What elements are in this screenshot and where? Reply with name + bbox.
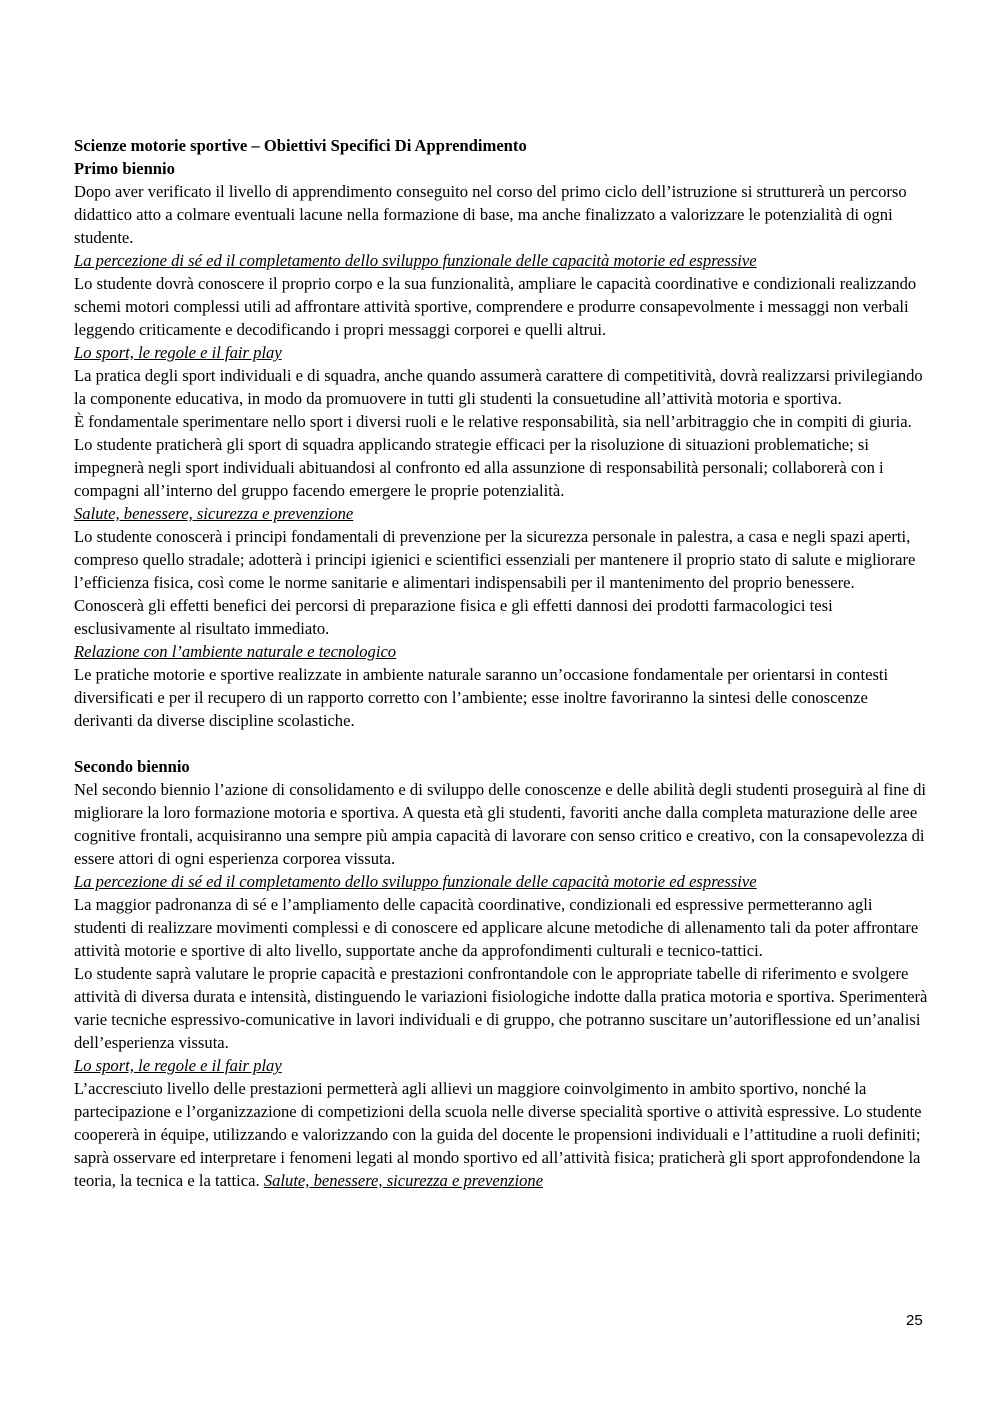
subheading-secondo-percezione: La percezione di sé ed il completamento dello sviluppo funzionale delle capacità motorie ed espressive (74, 872, 757, 891)
section-spacer (74, 732, 929, 755)
subheading-secondo-sport: Lo sport, le regole e il fair play (74, 1056, 282, 1075)
paragraph-secondo-sport-text: L’accresciuto livello delle prestazioni permetterà agli allievi un maggiore coinvolgimento in ambito sportivo, nonché la partecipazione e l’organizzazione di competizioni della scuola nelle diverse specialità sportive o attività espressive. Lo studente coopererà in équipe, utilizzando e valorizzando con la guida del docente le propensioni individuali e l’attitudine a ruoli definiti; saprà osservare ed interpretare i fenomeni legati al mondo sportivo ed all’attività fisica; praticherà gli sport approfondendone la teoria, la tecnica e la tattica. (74, 1079, 922, 1190)
subheading-secondo-salute: Salute, benessere, sicurezza e prevenzione (263, 1171, 544, 1190)
paragraph-secondo-percezione-2: Lo studente saprà valutare le proprie capacità e prestazioni confrontandole con le appropriate tabelle di riferimento e svolgere attività di diversa durata e intensità, distinguendo le variazioni fisiologiche indotte dalla pratica motoria e sportiva. Sperimenterà varie tecniche espressivo-comunicative in lavori individuali e di gruppo, che potranno suscitare un’autoriflessione ed un’analisi dell’esperienza vissuta. (74, 964, 928, 1052)
page-number: 25 (906, 1312, 923, 1329)
paragraph-primo-intro: Dopo aver verificato il livello di apprendimento conseguito nel corso del primo ciclo dell’istruzione si strutturerà un percorso didattico atto a colmare eventuali lacune nella formazione di base, ma anche finalizzato a valorizzare le potenzialità di ogni studente. (74, 182, 907, 247)
paragraph-primo-salute-2: Conoscerà gli effetti benefici dei percorsi di preparazione fisica e gli effetti dannosi dei prodotti farmacologici tesi esclusivamente al risultato immediato. (74, 596, 833, 638)
paragraph-primo-sport-2: È fondamentale sperimentare nello sport i diversi ruoli e le relative responsabilità, sia nell’arbitraggio che in compiti di giuria. Lo studente praticherà gli sport di squadra applicando strategie efficaci per la risoluzione di situazioni problematiche; si impegnerà negli sport individuali abituandosi al confronto ed alla assunzione di responsabilità personali; collaborerà con i compagni all’interno del gruppo facendo emergere le proprie potenzialità. (74, 412, 912, 500)
paragraph-secondo-sport (74, 1077, 929, 1192)
paragraph-secondo-percezione-1: La maggior padronanza di sé e l’ampliamento delle capacità coordinative, condizionali ed espressive permetteranno agli studenti di realizzare movimenti complessi e di conoscere ed applicare alcune metodiche di allenamento tali da poter affrontare attività motorie e sportive di alto livello, supportate anche da approfondimenti culturali e tecnico-tattici. (74, 895, 919, 960)
subheading-primo-sport: Lo sport, le regole e il fair play (74, 343, 282, 362)
paragraph-primo-percezione: Lo studente dovrà conoscere il proprio corpo e la sua funzionalità, ampliare le capacità coordinative e condizionali realizzando schemi motori complessi utili ad affrontare attività sportive, comprendere e produrre consapevolmente i messaggi non verbali leggendo criticamente e decodificando i propri messaggi corporei e quelli altrui. (74, 274, 917, 339)
subheading-primo-percezione: La percezione di sé ed il completamento dello sviluppo funzionale delle capacità motorie ed espressive (74, 251, 757, 270)
section-heading-primo-biennio: Primo biennio (74, 159, 175, 178)
document-title: Scienze motorie sportive – Obiettivi Specifici Di Apprendimento (74, 136, 527, 155)
subheading-primo-ambiente: Relazione con l’ambiente naturale e tecnologico (74, 642, 397, 661)
document-page (74, 134, 929, 1192)
subheading-primo-salute: Salute, benessere, sicurezza e prevenzione (74, 504, 354, 523)
paragraph-primo-salute-1: Lo studente conoscerà i principi fondamentali di prevenzione per la sicurezza personale in palestra, a casa e negli spazi aperti, compreso quello stradale; adotterà i principi igienici e scientifici essenziali per mantenere il proprio stato di salute e migliorare l’efficienza fisica, così come le norme sanitarie e alimentari indispensabili per il mantenimento del proprio benessere. (74, 527, 916, 592)
paragraph-primo-sport-1: La pratica degli sport individuali e di squadra, anche quando assumerà carattere di competitività, dovrà realizzarsi privilegiando la componente educativa, in modo da promuovere in tutti gli studenti la consuetudine all’attività motoria e sportiva. (74, 366, 923, 408)
paragraph-secondo-intro: Nel secondo biennio l’azione di consolidamento e di sviluppo delle conoscenze e delle abilità degli studenti proseguirà al fine di migliorare la loro formazione motoria e sportiva. A questa età gli studenti, favoriti anche dalla completa maturazione delle aree cognitive frontali, acquisiranno una sempre più ampia capacità di lavorare con senso critico e creativo, con la consapevolezza di essere attori di ogni esperienza corporea vissuta. (74, 780, 927, 868)
section-heading-secondo-biennio: Secondo biennio (74, 757, 190, 776)
paragraph-primo-ambiente: Le pratiche motorie e sportive realizzate in ambiente naturale saranno un’occasione fondamentale per orientarsi in contesti diversificati e per il recupero di un rapporto corretto con l’ambiente; esse inoltre favoriranno la sintesi delle conoscenze derivanti da diverse discipline scolastiche. (74, 665, 889, 730)
